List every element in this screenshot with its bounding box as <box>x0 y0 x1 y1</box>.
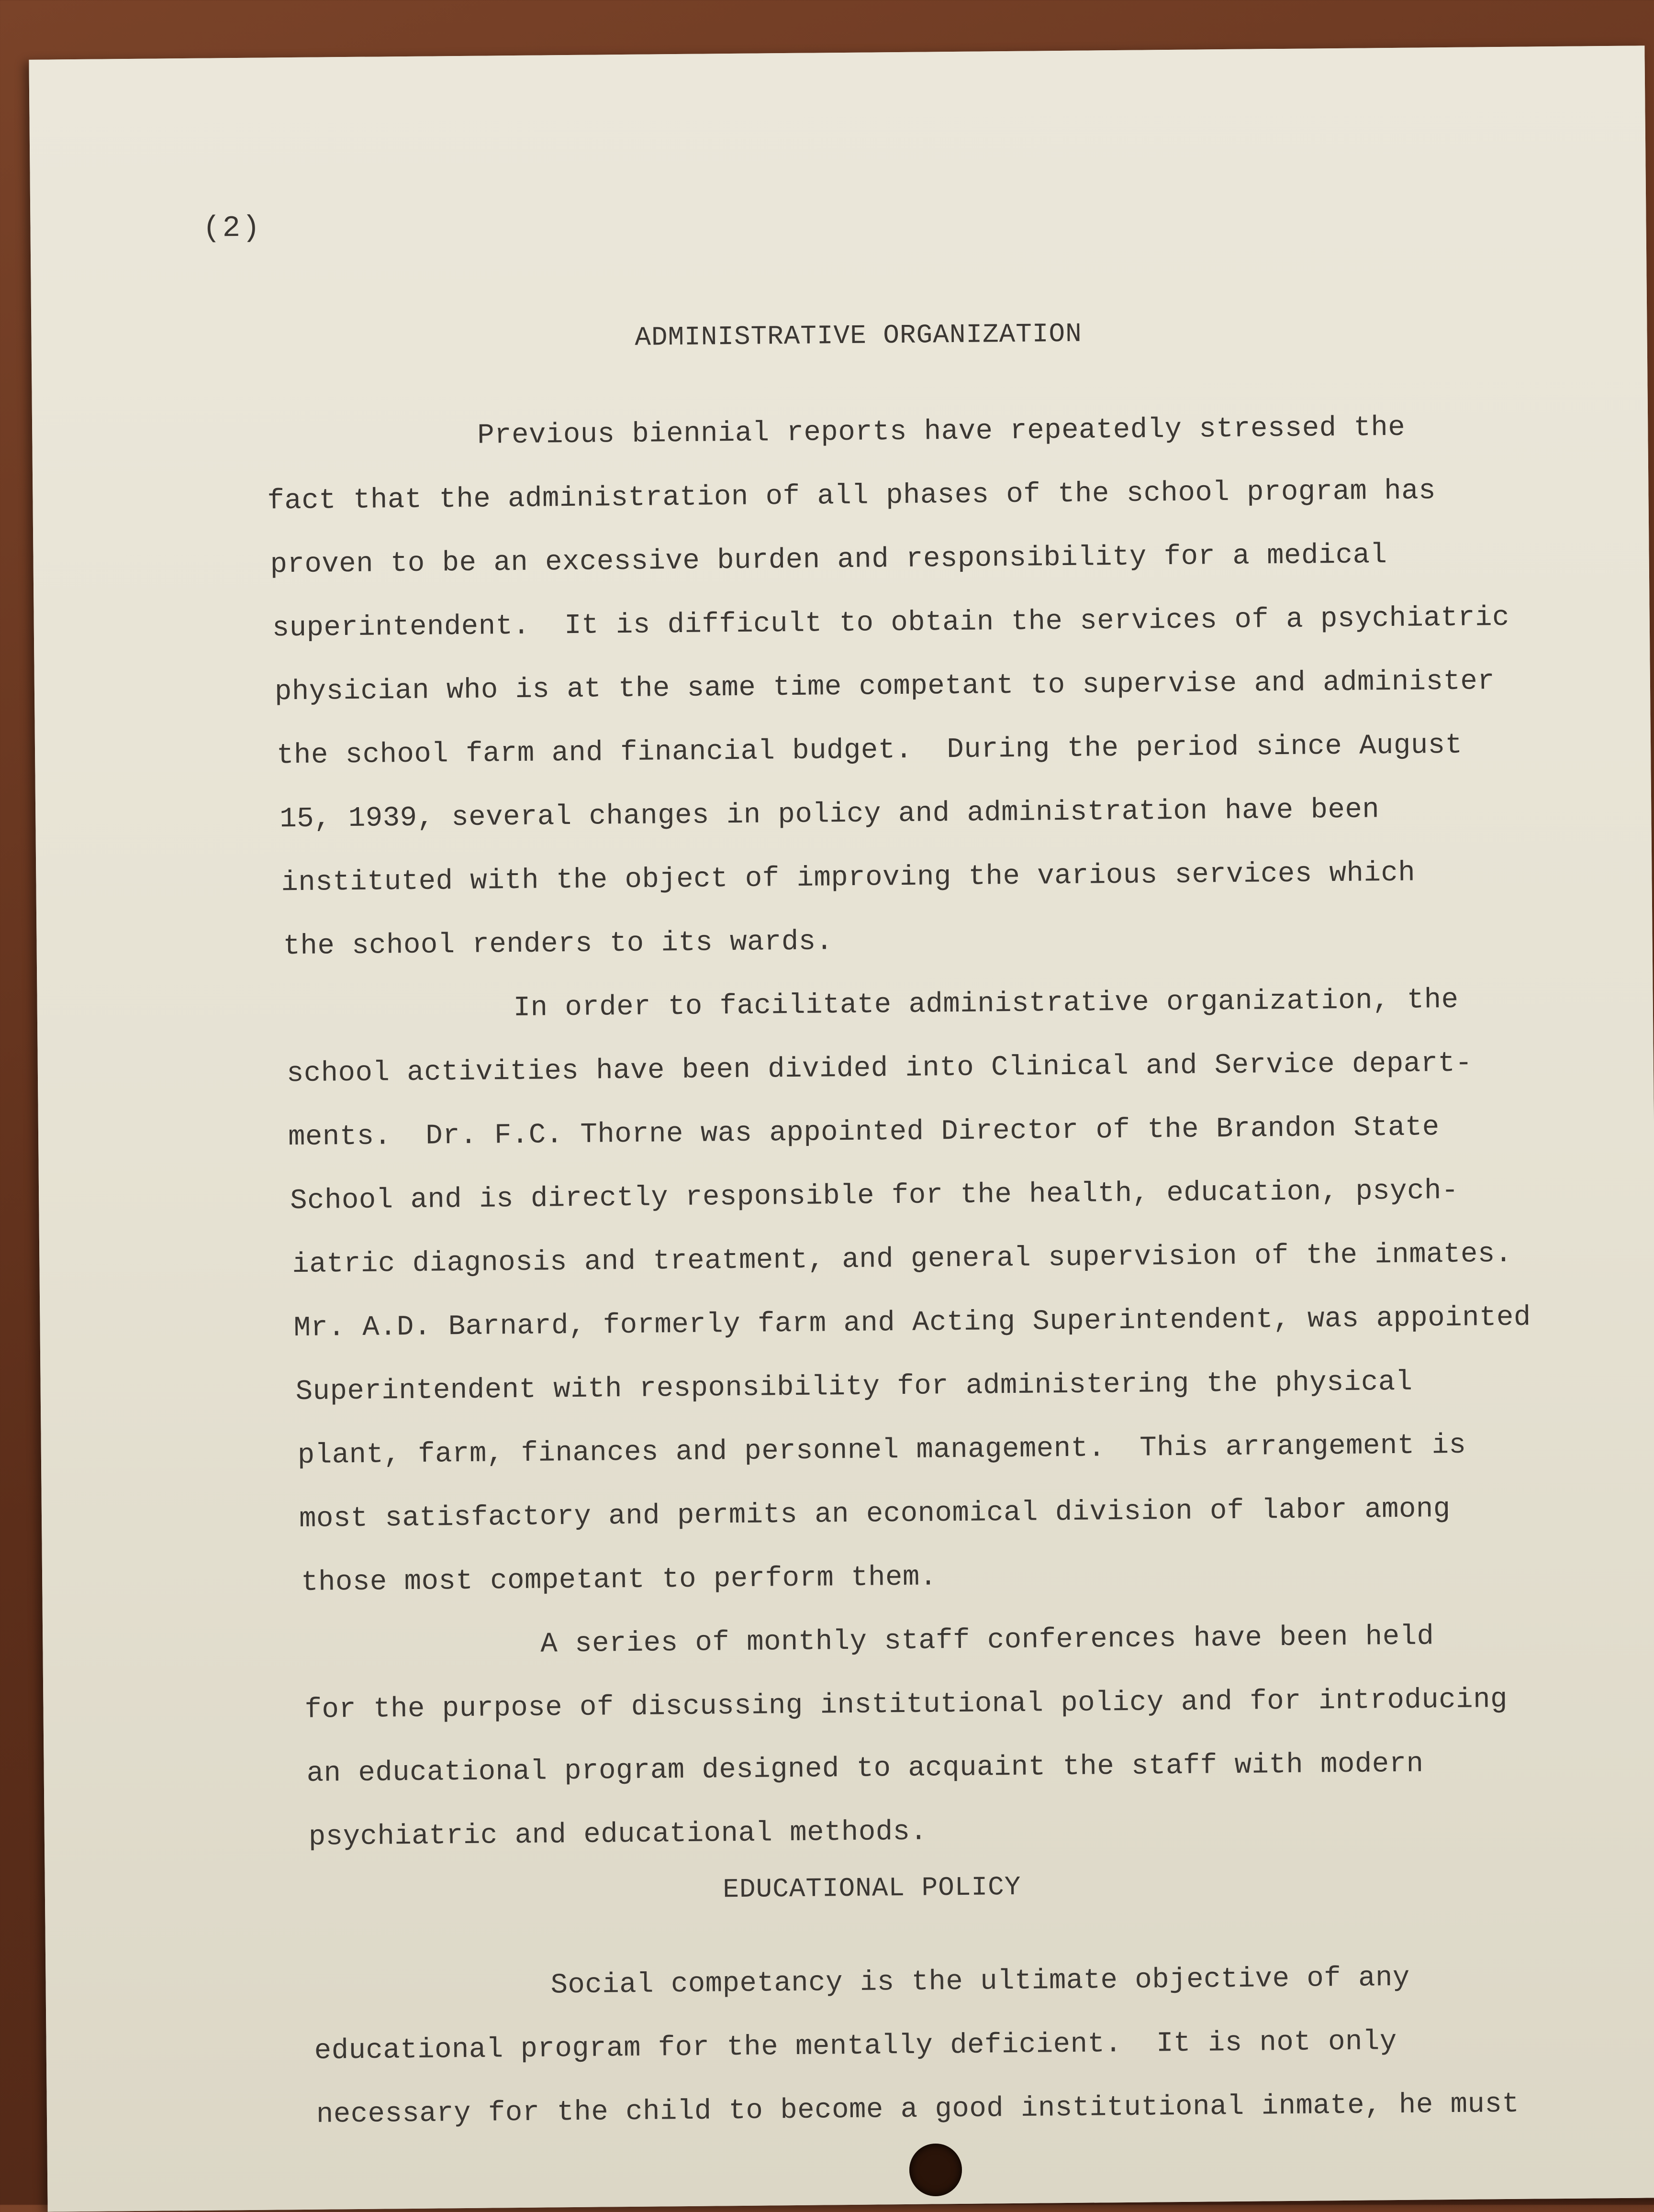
text-line: the school renders to its wards. <box>283 925 833 963</box>
section-heading-educational-policy: EDUCATIONAL POLICY <box>723 1871 1021 1905</box>
text-line: psychiatric and educational methods. <box>308 1815 928 1853</box>
document-page <box>29 45 1654 2212</box>
text-line: Social competancy is the ultimate objective of any <box>550 1961 1410 2001</box>
text-line: superintendent. It is difficult to obtain the services of a psychiatric <box>272 601 1510 645</box>
text-line: physician who is at the same time competant to supervise and administer <box>274 665 1495 708</box>
text-line: necessary for the child to become a good institutional inmate, he must <box>316 2088 1520 2131</box>
text-line: proven to be an excessive burden and responsibility for a medical <box>270 539 1387 581</box>
text-line: most satisfactory and permits an economical division of labor among <box>299 1493 1451 1535</box>
text-line: educational program for the mentally deficient. It is not only <box>314 2025 1397 2067</box>
text-line: those most competant to perform them. <box>301 1561 937 1599</box>
text-line: instituted with the object of improving the various services which <box>281 856 1416 899</box>
text-line: Previous biennial reports have repeatedly stressed the <box>477 411 1406 452</box>
text-line: school activities have been divided into Clinical and Service depart- <box>286 1047 1473 1090</box>
text-line: ments. Dr. F.C. Thorne was appointed Director of the Brandon State <box>288 1111 1440 1154</box>
text-line: 15, 1939, several changes in policy and administration have been <box>279 793 1380 835</box>
text-line: Superintendent with responsibility for administering the physical <box>295 1366 1413 1408</box>
text-line: an educational program designed to acquaint the staff with modern <box>306 1747 1424 1790</box>
section-heading-administrative-organization: ADMINISTRATIVE ORGANIZATION <box>635 318 1082 353</box>
text-line: In order to facilitate administrative organization, the <box>513 983 1459 1024</box>
text-line: fact that the administration of all phases of the school program has <box>267 475 1436 517</box>
text-line: School and is directly responsible for the health, education, psych- <box>290 1174 1459 1217</box>
text-line: plant, farm, finances and personnel management. This arrangement is <box>297 1429 1466 1472</box>
text-line: for the purpose of discussing institutional policy and for introducing <box>304 1683 1508 1726</box>
text-line: Mr. A.D. Barnard, formerly farm and Acting Superintendent, was appointed <box>293 1301 1531 1345</box>
text-line: iatric diagnosis and treatment, and general supervision of the inmates. <box>292 1237 1512 1281</box>
punch-hole <box>909 2144 962 2196</box>
text-line: the school farm and financial budget. During the period since August <box>276 729 1463 772</box>
text-line: A series of monthly staff conferences have been held <box>540 1620 1434 1660</box>
page-number: (2) <box>202 211 262 245</box>
